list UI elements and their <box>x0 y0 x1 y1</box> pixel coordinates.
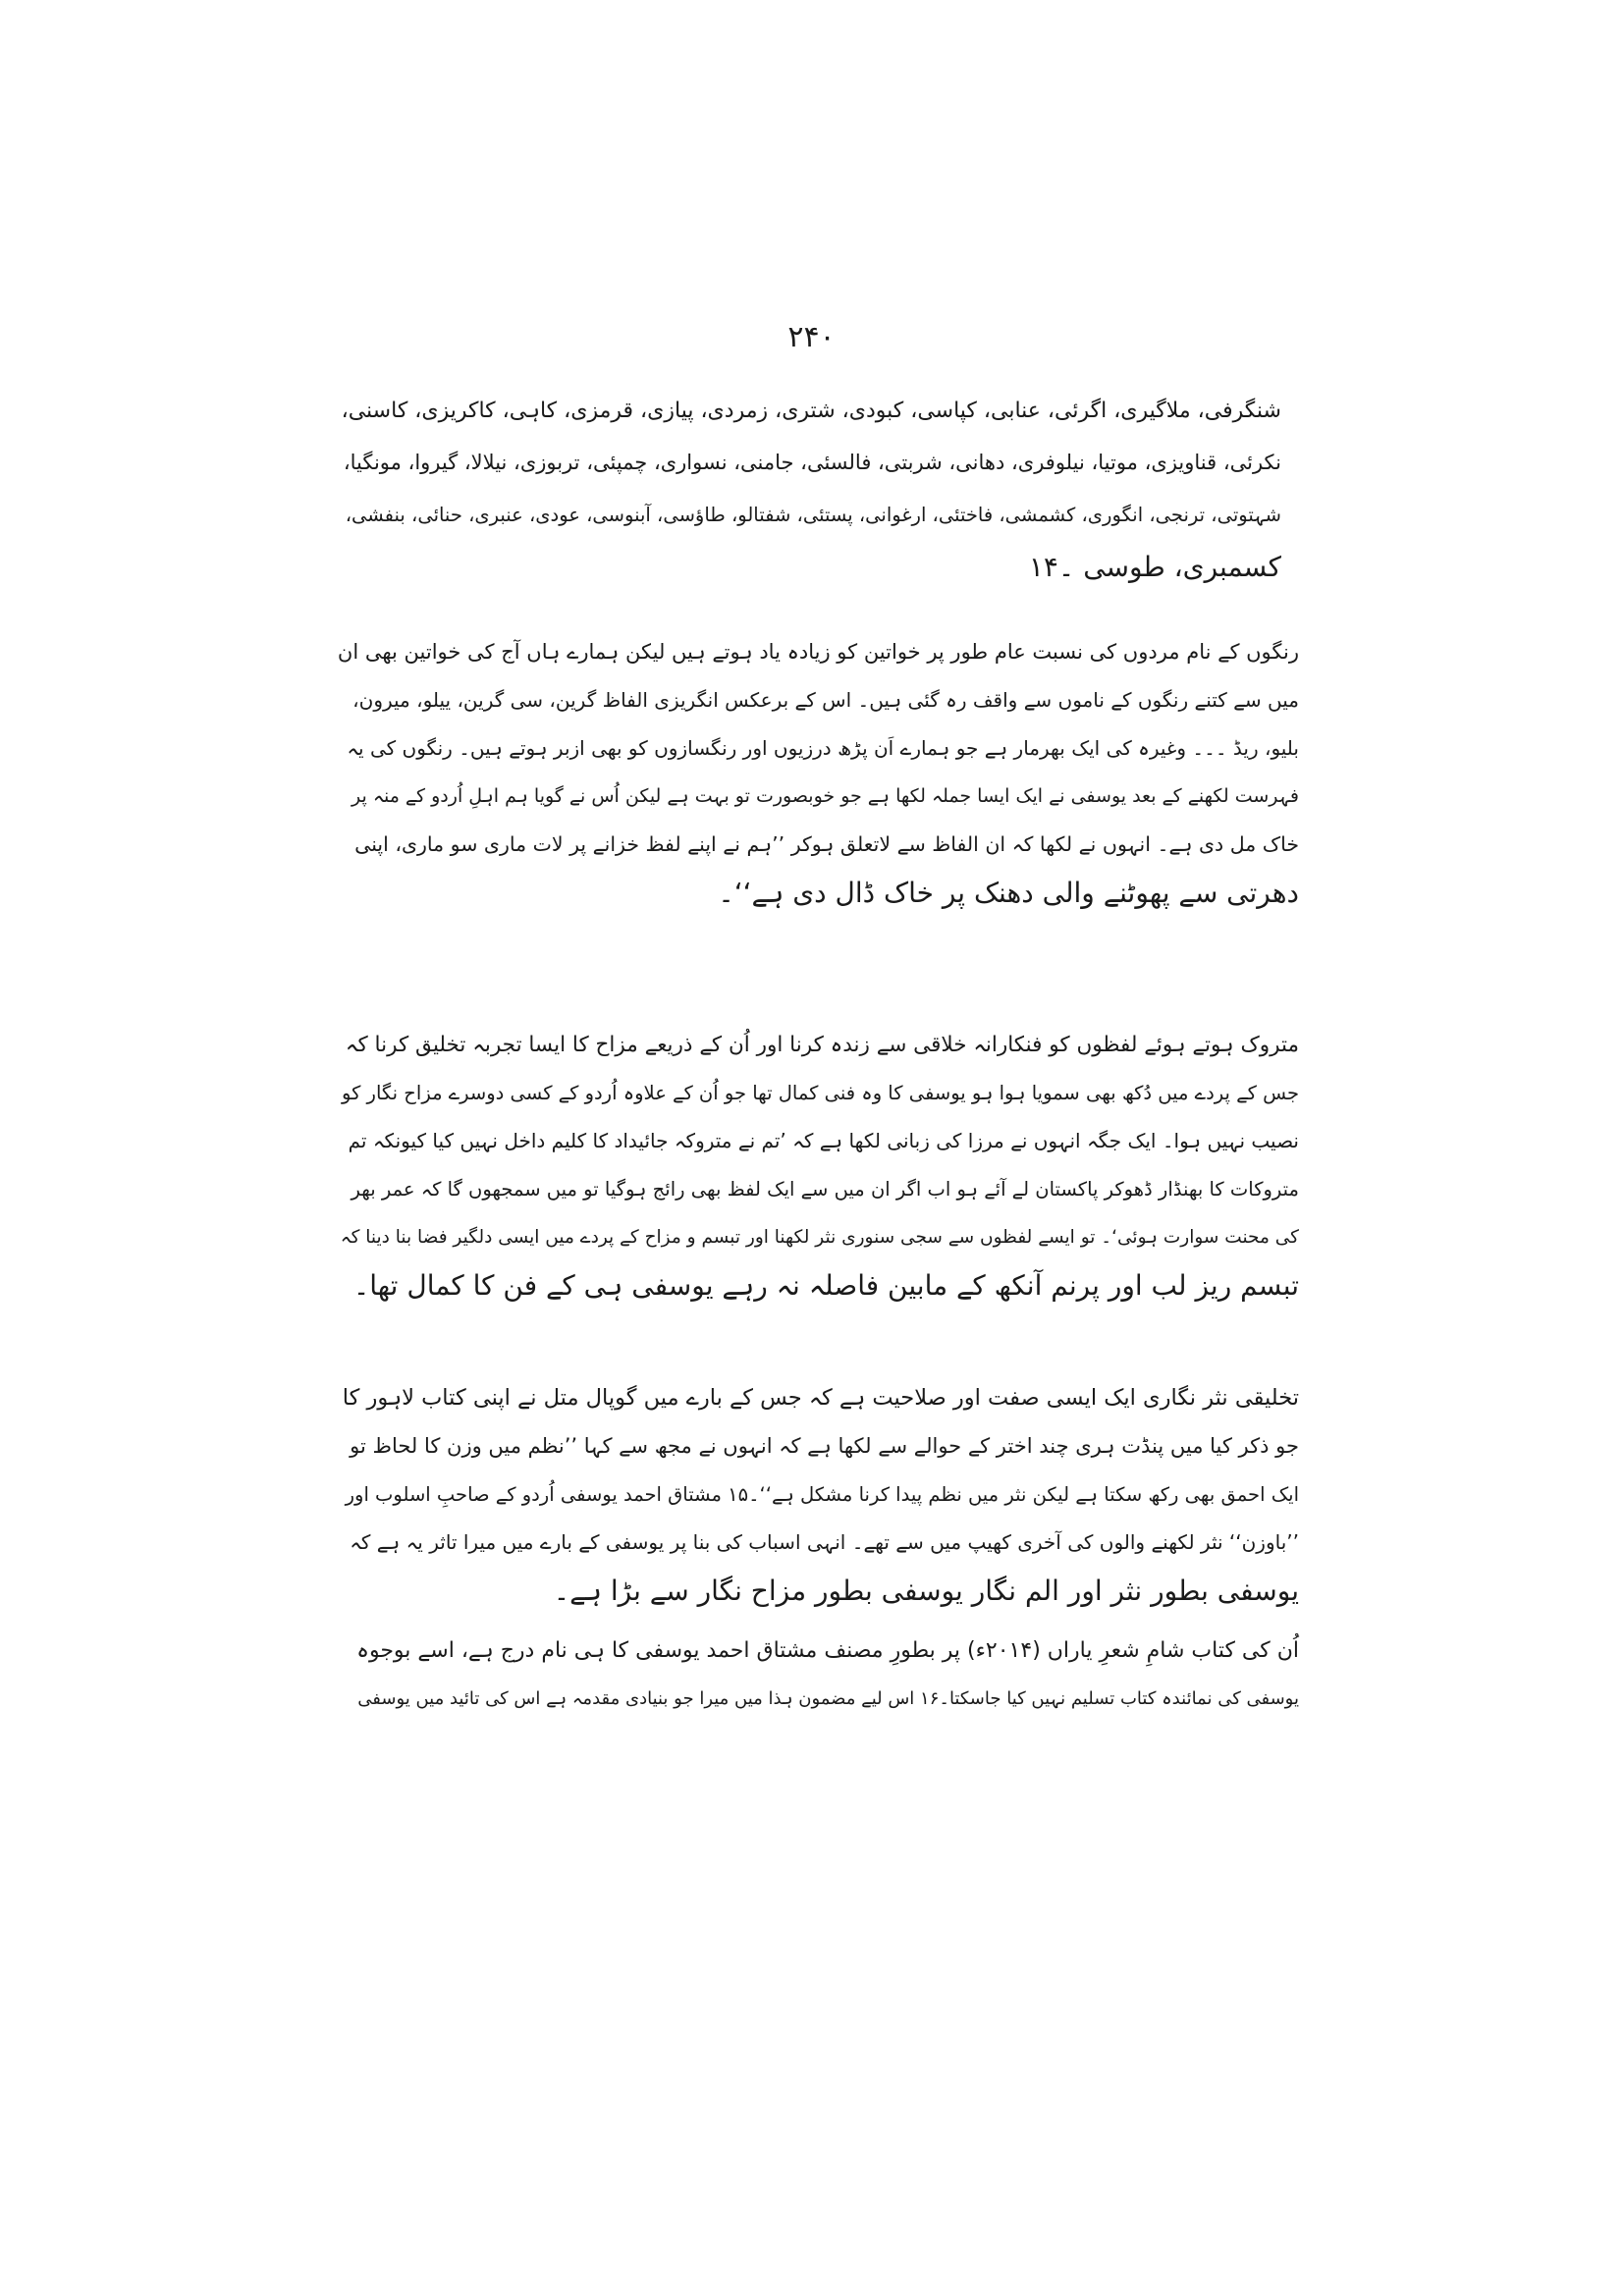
paragraph-1 <box>314 628 1321 917</box>
quote-line: شہتوتی، ترنجی، انگوری، کشمشی، فاختئی، ارغوانی، پستئی، شفتالو، طاؤسی، آبنوسی، عودی، عنبری، حنائی، بنفشی، <box>345 504 1281 526</box>
paragraph-line: نصیب نہیں ہوا۔ ایک جگہ انہوں نے مرزا کی زبانی لکھا ہے کہ ’تم نے متروکہ جائیداد کا کلیم داخل نہیں کیا کیونکہ تم <box>348 1129 1299 1152</box>
quote-line: شنگرفی، ملاگیری، اگرئی، عنابی، کپاسی، کبودی، شتری، زمردی، پیازی، قرمزی، کاہی، کاکریزی، کاسنی، <box>341 399 1281 423</box>
paragraph-2 <box>314 1021 1321 1309</box>
paragraph-line: تبسم ریز لب اور پرنم آنکھ کے مابین فاصلہ نہ رہے یوسفی ہی کے فن کا کمال تھا۔ <box>352 1269 1299 1302</box>
paragraph-3 <box>314 1374 1321 1615</box>
paragraph-line: کی محنت سوارت ہوئی‘۔ تو ایسے لفظوں سے سجی سنوری نثر لکھنا اور تبسم و مزاح کے پردے میں ایسی دلگیر فضا بنا دینا کہ <box>340 1227 1299 1248</box>
paragraph-line: رنگوں کے نام مردوں کی نسبت عام طور پر خواتین کو زیادہ یاد ہوتے ہیں لیکن ہمارے ہاں آج کی خواتین بھی ان <box>337 640 1299 664</box>
paragraph-line: میں سے کتنے رنگوں کے ناموں سے واقف رہ گئی ہیں۔ اس کے برعکس انگریزی الفاظ گرین، سی گرین، ییلو، میرون، <box>352 688 1299 712</box>
color-names-quote <box>314 385 1321 593</box>
paragraph-line: دھرتی سے پھوٹنے والی دھنک پر خاک ڈال دی ہے‘‘۔ <box>718 877 1299 909</box>
page-number: ۲۴۰ <box>787 320 836 354</box>
quote-line: کسمبری، طوسی ۔۱۴ <box>1028 551 1281 583</box>
paragraph-line: یوسفی کی نمائندہ کتاب تسلیم نہیں کیا جاسکتا۔۱۶ اس لیے مضمون ہذا میں میرا جو بنیادی مقدمہ ہے اس کی تائید میں یوسفی <box>357 1688 1299 1709</box>
paragraph-line: متروکات کا بھنڈار ڈھوکر پاکستان لے آئے ہو اب اگر ان میں سے ایک لفظ بھی رائج ہوگیا تو میں سمجھوں گا کہ عمر بھر <box>351 1178 1299 1201</box>
paragraph-line: خاک مل دی ہے۔ انہوں نے لکھا کہ ان الفاظ سے لاتعلق ہوکر ’’ہم نے اپنے لفظ خزانے پر لات ماری سو ماری، اپنی <box>354 832 1299 856</box>
quote-line: نکرئی، قناویزی، موتیا، نیلوفری، دھانی، شربتی، فالسئی، جامنی، نسواری، چمپئی، تربوزی، نیلالا، گیروا، مونگیا، <box>343 451 1281 474</box>
paragraph-line: فہرست لکھنے کے بعد یوسفی نے ایک ایسا جملہ لکھا ہے جو خوبصورت تو بہت ہے لیکن اُس نے گویا ہم اہلِ اُردو کے منہ پر <box>352 785 1299 807</box>
paragraph-line: متروک ہوتے ہوئے لفظوں کو فنکارانہ خلاقی سے زندہ کرنا اور اُن کے ذریعے مزاح کا ایسا تجربہ تخلیق کرنا کہ <box>345 1033 1299 1057</box>
paragraph-line: تخلیقی نثر نگاری ایک ایسی صفت اور صلاحیت ہے کہ جس کے بارے میں گوپال متل نے اپنی کتاب لاہور کا <box>342 1385 1299 1411</box>
paragraph-line: جس کے پردے میں دُکھ بھی سمویا ہوا ہو یوسفی کا وہ فنی کمال تھا جو اُن کے علاوہ اُردو کے کسی دوسرے مزاح نگار کو <box>342 1082 1299 1104</box>
paragraph-line: ایک احمق بھی رکھ سکتا ہے لیکن نثر میں نظم پیدا کرنا مشکل ہے‘‘۔۱۵ مشتاق احمد یوسفی اُردو کے صاحبِ اسلوب اور <box>345 1483 1299 1506</box>
paragraph-4 <box>314 1627 1321 1723</box>
paragraph-line: جو ذکر کیا میں پنڈت ہری چند اختر کے حوالے سے لکھا ہے کہ انہوں نے مجھ سے کہا ’’نظم میں وزن کا لحاظ تو <box>350 1434 1299 1458</box>
paragraph-line: ’’باوزن‘‘ نثر لکھنے والوں کی آخری کھیپ میں سے تھے۔ انہی اسباب کی بنا پر یوسفی کے بارے میں میرا تاثر یہ ہے کہ <box>350 1530 1299 1554</box>
paragraph-line: بلیو، ریڈ ۔۔۔ وغیرہ کی ایک بھرمار ہے جو ہمارے اَن پڑھ درزیوں اور رنگسازوں کو بھی ازبر ہوتے ہیں۔ رنگوں کی یہ <box>347 736 1299 760</box>
paragraph-line: یوسفی بطور نثر اور الم نگار یوسفی بطور مزاح نگار سے بڑا ہے۔ <box>553 1575 1299 1607</box>
paragraph-line: اُن کی کتاب شامِ شعرِ یاراں (۲۰۱۴ء) پر بطورِ مصنف مشتاق احمد یوسفی کا ہی نام درج ہے، اسے بوجوہ <box>356 1638 1299 1663</box>
